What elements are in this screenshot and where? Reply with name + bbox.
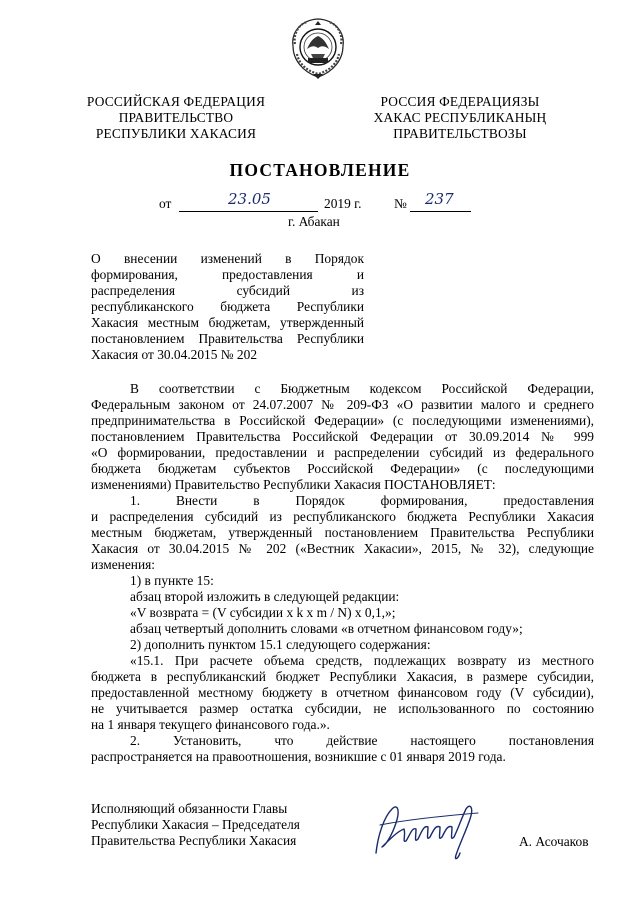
handwritten-signature (370, 795, 488, 865)
body-line: 1) в пункте 15: (130, 573, 214, 588)
body-line: 2. Установить, что действие настоящего постановления (130, 733, 594, 748)
subject-line: постановлением Правительства Республики (91, 331, 364, 346)
body-line: бюджета в республиканский бюджет Республики Хакасия, в размере субсидии, (91, 669, 594, 684)
body-line: изменения: (91, 557, 156, 572)
handwritten-number: 237 (425, 190, 454, 208)
body-line: не учитывается размер остатка субсидии, не использованного по состоянию (91, 701, 594, 716)
body-line: изменениями) Правительство Республики Хакасия ПОСТАНОВЛЯЕТ: (91, 477, 496, 492)
body-line: и распределения субсидий из республиканского бюджета Республики Хакасия (91, 509, 594, 524)
body-line: «15.1. При расчете объема средств, подлежащих возврату из местного (130, 653, 594, 668)
body-line: предоставленной местному бюджету в отчетном финансовом году (V субсидии), (91, 685, 594, 700)
signatory-position-line: Исполняющий обязанности Главы (91, 801, 288, 816)
header-right-line: РОССИЯ ФЕДЕРАЦИЯЗЫ (380, 94, 540, 109)
date-underline (179, 211, 318, 212)
body-line: Федеральным законом от 24.07.2007 № 209-ФЗ «О развитии малого и среднего (91, 397, 594, 412)
document-subject (91, 251, 364, 363)
body-line: абзац второй изложить в следующей редакции: (130, 589, 400, 604)
body-line: местным бюджетам, утвержденный постановлением Правительства Республики (91, 525, 594, 540)
body-line: предпринимательства в Российской Федерации» (с последующими изменениями), (91, 413, 594, 428)
body-line: 1. Внести в Порядок формирования, предоставления (130, 493, 594, 508)
body-line: абзац четвертый дополнить словами «в отчетном финансовом году»; (130, 621, 523, 636)
header-right (369, 94, 551, 142)
number-underline (410, 211, 471, 212)
body-line: «V возврата = (V субсидии x k x m / N) x 0,1,»; (130, 605, 396, 620)
coat-of-arms-emblem (289, 16, 347, 80)
subject-line: Хакасия от 30.04.2015 № 202 (91, 347, 258, 362)
body-line: бюджета бюджетам субъектов Российской Федерации» (с последующими (91, 461, 594, 476)
body-line: 2) дополнить пунктом 15.1 следующего содержания: (130, 637, 431, 652)
signatory-position-line: Республики Хакасия – Председателя (91, 817, 300, 832)
header-left-line: ПРАВИТЕЛЬСТВО (118, 110, 234, 125)
header-right-line: ПРАВИТЕЛЬСТВОЗЫ (393, 126, 527, 141)
header-left-line: РОССИЙСКАЯ ФЕДЕРАЦИЯ (86, 94, 266, 109)
body-line: Хакасия от 30.04.2015 № 202 («Вестник Хакасии», 2015, № 32), следующие (91, 541, 594, 556)
body-line: В соответствии с Бюджетным кодексом Российской Федерации, (130, 381, 594, 396)
body-line: «О формировании, предоставлении и распределении субсидий из федерального (91, 445, 594, 460)
signatory-position-line: Правительства Республики Хакасия (91, 833, 297, 848)
date-from-label: от (159, 196, 172, 211)
signatory-name: А. Асочаков (519, 834, 589, 849)
subject-line: формирования, предоставления и (91, 267, 364, 282)
city-label: г. Абакан (288, 214, 340, 229)
header-left (81, 94, 271, 142)
body-line: постановлением Правительства Российской Федерации от 30.09.2014 № 999 (91, 429, 594, 444)
document-body (91, 381, 594, 765)
body-line: на 1 января текущего финансового года.». (91, 717, 330, 732)
subject-line: распределения субсидий из (91, 283, 364, 298)
signatory-position (91, 801, 300, 849)
subject-line: республиканского бюджета Республики (91, 299, 364, 314)
year-label: 2019 г. (324, 196, 362, 211)
document-title: ПОСТАНОВЛЕНИЕ (229, 160, 411, 180)
body-line: распространяется на правоотношения, возникшие с 01 января 2019 года. (91, 749, 506, 764)
number-label: № (394, 196, 407, 211)
header-right-line: ХАКАС РЕСПУБЛИКАНЫҢ (373, 110, 547, 125)
subject-line: О внесении изменений в Порядок (91, 251, 364, 266)
header-left-line: РЕСПУБЛИКИ ХАКАСИЯ (95, 126, 257, 141)
handwritten-date: 23.05 (228, 190, 271, 208)
subject-line: Хакасия местным бюджетам, утвержденный (91, 315, 364, 330)
